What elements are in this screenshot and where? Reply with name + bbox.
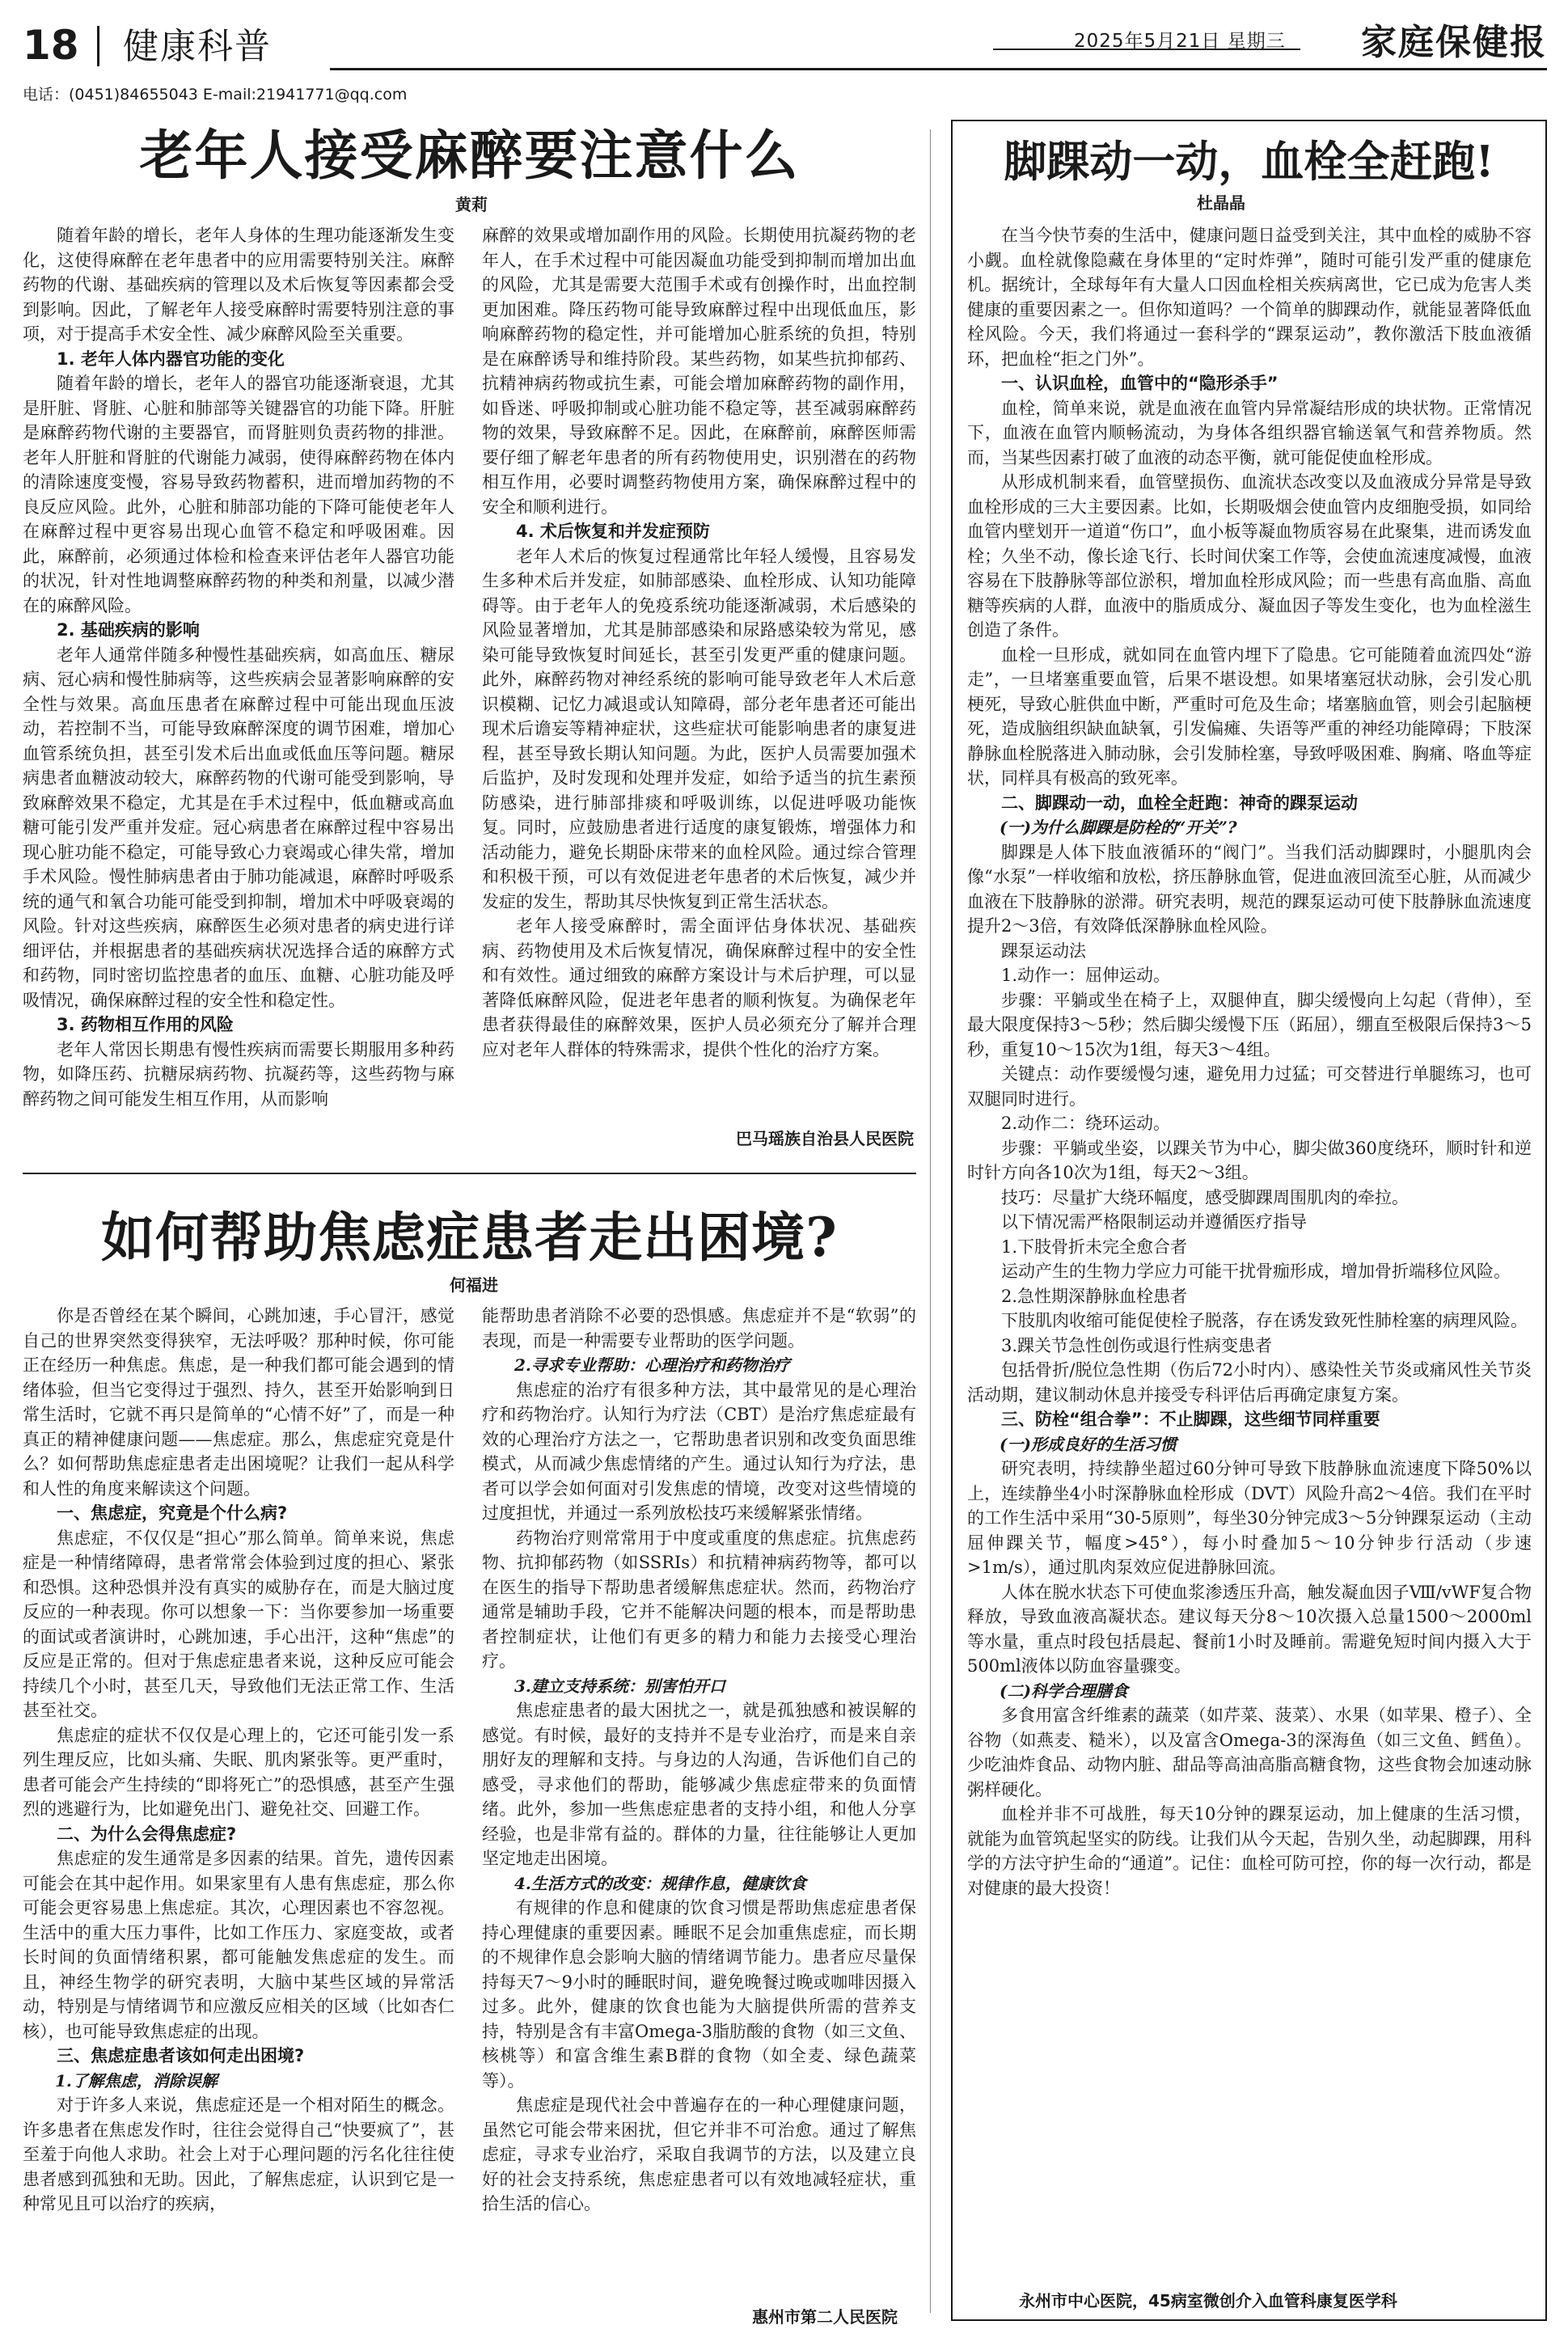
paragraph: 能帮助患者消除不必要的恐惧感。焦虑症并不是“软弱”的表现，而是一种需要专业帮助的医学问题。 [482,1306,916,1351]
article2-affiliation: 惠州市第二人民医院 [752,2307,898,2327]
subheading: 2. 基础疾病的影响 [57,620,200,640]
paragraph: 研究表明，持续静坐超过60分钟可导致下肢静脉血流速度下降50%以上，连续静坐4小时深静脉血栓形成（DVT）风险升高2～4倍。我们在平时的工作生活中采用“30-5原则”，每坐30分钟完成3～5分钟踝泵运动（主动屈伸踝关节，幅度>45°），每小时叠加5～10分钟步行活动（步速>1m/s），通过肌肉泵效应促进静脉回流。 [967,1459,1532,1577]
subheading: 2.寻求专业帮助：心理治疗和药物治疗 [514,1355,790,1375]
paragraph: 多食用富含纤维素的蔬菜（如芹菜、菠菜）、水果（如苹果、橙子）、全谷物（如燕麦、糙米），以及富含Omega-3的深海鱼（如三文鱼、鳕鱼）。少吃油炸食品、动物内脏、甜品等高油高脂高糖食物，这些食物会加速动脉粥样硬化。 [967,1706,1532,1799]
paragraph: 1.下肢骨折未完全愈合者 [1001,1237,1188,1257]
article3-affiliation: 永州市中心医院，45病室微创介入血管科康复医学科 [1019,2291,1397,2310]
paragraph: 步骤：平躺或坐在椅子上，双腿伸直，脚尖缓慢向上勾起（背伸），至最大限度保持3～5秒；然后脚尖缓慢下压（跖屈），绷直至极限后保持3～5秒，重复10～15次为1组，每天3～4组。 [967,990,1532,1059]
paragraph: 脚踝是人体下肢血液循环的“阀门”。当我们活动脚踝时，小腿肌肉会像“水泵”一样收缩和放松，挤压静脉血管，促进血液回流至心脏，从而减少血液在下肢静脉的淤滞。研究表明，规范的踝泵运动可使下肢静脉血流速度提升2～3倍，有效降低深静脉血栓风险。 [967,842,1532,936]
paragraph: 药物治疗则常常用于中度或重度的焦虑症。抗焦虑药物、抗抑郁药物（如SSRIs）和抗精神病药物等，都可以在医生的指导下帮助患者缓解焦虑症状。然而，药物治疗通常是辅助手段，它并不能解决问题的根本，而是帮助患者控制症状，让他们有更多的精力和能力去接受心理治疗。 [482,1528,916,1671]
paragraph: 血栓并非不可战胜，每天10分钟的踝泵运动，加上健康的生活习惯，就能为血管筑起坚实的防线。让我们从今天起，告别久坐，动起脚踝，用科学的方法守护生命的“通道”。记住：血栓可防可控，你的每一次行动，都是对健康的最大投资！ [967,1804,1532,1898]
subheading: 3. 药物相互作用的风险 [57,1015,234,1034]
contact-line: 电话：(0451)84655043 E-mail:21941771@qq.com [23,86,408,104]
paragraph: 以下情况需严格限制运动并遵循医疗指导 [1001,1212,1307,1232]
paragraph: 对于许多人来说，焦虑症还是一个相对陌生的概念。许多患者在焦虑发作时，往往会觉得自己“快要疯了”，甚至羞于向他人求助。社会上对于心理问题的污名化往往使患者感到孤独和无助。因此，了解焦虑症，认识到它是一种常见且可以治疗的疾病， [23,2095,454,2213]
subheading: (一)形成良好的生活习惯 [1000,1434,1177,1454]
subheading: 二、脚踝动一动，血栓全赶跑：神奇的踝泵运动 [1001,793,1358,813]
paragraph: 焦虑症，不仅仅是“担心”那么简单。简单来说，焦虑症是一种情绪障碍，患者常常会体验到过度的担心、紧张和恐惧。这种恐惧并没有真实的威胁存在，而是大脑过度反应的一种表现。你可以想象一下：当你要参加一场重要的面试或者演讲时，心跳加速，手心出汗，这种“焦虑”的反应是正常的。但对于焦虑症患者来说，这种反应可能会持续几个小时，甚至几天，导致他们无法正常工作、生活甚至社交。 [23,1528,454,1720]
paragraph: 焦虑症是现代社会中普遍存在的一种心理健康问题，虽然它可能会带来困扰，但它并非不可治愈。通过了解焦虑症，寻求专业治疗，采取自我调节的方法，以及建立良好的社会支持系统，焦虑症患者可以有效地减轻症状，重拾生活的信心。 [482,2095,916,2213]
article1-author: 黄莉 [455,195,488,214]
paragraph: 3.踝关节急性创伤或退行性病变患者 [1001,1335,1273,1355]
paragraph: 人体在脱水状态下可使血浆渗透压升高，触发凝血因子Ⅷ/vWF复合物释放，导致血液高凝状态。建议每天分8～10次摄入总量1500～2000ml等水量，重点时段包括晨起、餐前1小时及睡前。需避免短时间内摄入大于500ml液体以防血容量骤变。 [967,1582,1532,1676]
subheading: 三、焦虑症患者该如何走出困境? [57,2046,305,2065]
article1-title: 老年人接受麻醉要注意什么 [139,124,800,187]
paragraph: 老年人常因长期患有慢性疾病而需要长期服用多种药物，如降压药、抗糖尿病药物、抗凝药等，这些药物与麻醉药物之间可能发生相互作用，从而影响 [23,1039,454,1109]
subheading: 1.了解焦虑，消除误解 [55,2070,218,2090]
paragraph: 焦虑症的发生通常是多因素的结果。首先，遗传因素可能会在其中起作用。如果家里有人患有焦虑症，那么你可能会更容易患上焦虑症。其次，心理因素也不容忽视。生活中的重大压力事件，比如工作压力、家庭变故，或者长时间的负面情绪积累，都可能触发焦虑症的发生。而且，神经生物学的研究表明，大脑中某些区域的异常活动，特别是与情绪调节和应激反应相关的区域（比如杏仁核），也可能导致焦虑症的出现。 [23,1849,454,2041]
paragraph: 麻醉的效果或增加副作用的风险。长期使用抗凝药物的老年人，在手术过程中可能因凝血功能受到抑制而增加出血的风险，尤其是需要大范围手术或有创操作时，出血控制更加困难。降压药物可能导致麻醉过程中出现低血压，影响麻醉药物的稳定性，并可能增加心脏系统的负担，特别是在麻醉诱导和维持阶段。某些药物，如某些抗抑郁药、抗精神病药物或抗生素，可能会增加麻醉药物的副作用，如昏迷、呼吸抑制或心脏功能不稳定等，甚至减弱麻醉药物的效果，导致麻醉不足。因此，在麻醉前，麻醉医师需要仔细了解老年患者的所有药物使用史，识别潜在的药物相互作用，必要时调整药物使用方案，确保麻醉过程中的安全和顺利进行。 [482,226,916,517]
issue-date: 2025年5月21日 星期三 [1074,31,1286,52]
article2-column-1 [23,1304,454,2329]
article1-column-2 [482,223,916,1121]
paragraph: 老年人通常伴随多种慢性基础疾病，如高血压、糖尿病、冠心病和慢性肺病等，这些疾病会显著影响麻醉的安全性与效果。高血压患者在麻醉过程中可能出现血压波动，若控制不当，可能导致麻醉深度的调节困难，增加心血管系统负担，甚至引发术后出血或低血压等问题。糖尿病患者血糖波动较大，麻醉药物的代谢可能受到影响，导致麻醉效果不稳定，尤其是在手术过程中，低血糖或高血糖可能引发严重并发症。冠心病患者在麻醉过程中容易出现心脏功能不稳定，可能导致心力衰竭或心律失常，增加手术风险。慢性肺病患者由于肺功能减退，麻醉时呼吸系统的通气和氧合功能可能受到抑制，增加术中呼吸衰竭的风险。针对这些疾病，麻醉医生必须对患者的病史进行详细评估，并根据患者的基础疾病状况选择合适的麻醉方式和药物，同时密切监控患者的血压、血糖、心脏功能及呼吸情况，确保麻醉过程的安全性和稳定性。 [23,645,454,1010]
paragraph: 下肢肌肉收缩可能促使栓子脱落，存在诱发致死性肺栓塞的病理风险。 [1001,1311,1528,1330]
paragraph: 步骤：平躺或坐姿，以踝关节为中心，脚尖做360度绕环，顺时针和逆时针方向各10次为1组，每天2～3组。 [967,1138,1532,1182]
paragraph: 关键点：动作要缓慢匀速，避免用力过猛；可交替进行单腿练习，也可双腿同时进行。 [967,1064,1532,1109]
paragraph: 焦虑症患者的最大困扰之一，就是孤独感和被误解的感觉。有时候，最好的支持并不是专业治疗，而是来自亲朋好友的理解和支持。与身边的人沟通，告诉他们自己的感受，寻求他们的帮助，能够减少焦虑症带来的负面情绪。此外，参加一些焦虑症患者的支持小组，和他人分享经验，也是非常有益的。群体的力量，往往能够让人更加坚定地走出困境。 [482,1701,916,1868]
column-divider [930,129,931,2313]
subheading: 4.生活方式的改变：规律作息，健康饮食 [514,1873,806,1893]
header-rule [330,68,1547,70]
subheading: 3.建立支持系统：别害怕开口 [514,1676,725,1696]
paragraph: 在当今快节奏的生活中，健康问题日益受到关注，其中血栓的威胁不容小觑。血栓就像隐藏在身体里的“定时炸弹”，随时可能引发严重的健康危机。据统计，全球每年有大量人口因血栓相关疾病离世，它已成为危害人类健康的重要因素之一。但你知道吗？一个简单的脚踝动作，就能显著降低血栓风险。今天，我们将通过一套科学的“踝泵运动”，教你激活下肢血液循环，把血栓“拒之门外”。 [967,226,1532,369]
article2-author: 何福进 [450,1275,498,1295]
page-number: 18 [23,22,79,69]
article1-column-1 [23,223,454,1153]
page-header [23,21,1547,73]
paragraph: 随着年龄的增长，老年人身体的生理功能逐渐发生变化，这使得麻醉在老年患者中的应用需要特别关注。麻醉药物的代谢、基础疾病的管理以及术后恢复等因素都会受到影响。因此，了解老年人接受麻醉时需要特别注意的事项，对于提高手术安全性、减少麻醉风险至关重要。 [23,226,454,344]
paragraph: 有规律的作息和健康的饮食习惯是帮助焦虑症患者保持心理健康的重要因素。睡眠不足会加重焦虑症，而长期的不规律作息会影响大脑的情绪调节能力。患者应尽量保持每天7～9小时的睡眠时间，避免晚餐过晚或咖啡因摄入过多。此外，健康的饮食也能为大脑提供所需的营养支持，特别是含有丰富Omega-3脂肪酸的食物（如三文鱼、核桃等）和富含维生素B群的食物（如全麦、绿色蔬菜等）。 [482,1898,916,2090]
paragraph: 从形成机制来看，血管壁损伤、血流状态改变以及血液成分异常是导致血栓形成的三大主要因素。比如，长期吸烟会使血管内皮细胞受损，如同给血管内壁划开一道道“伤口”，血小板等凝血物质容易在此聚集，进而诱发血栓；久坐不动，像长途飞行、长时间伏案工作等，会使血流速度减慢，血液容易在下肢静脉等部位淤积，增加血栓形成风险；而一些患有高血脂、高血糖等疾病的人群，血液中的脂质成分、凝血因子等发生变化，也为血栓滋生创造了条件。 [967,472,1532,640]
article3-author: 杜晶晶 [1197,193,1245,213]
subheading: 4. 术后恢复和并发症预防 [516,522,710,541]
subheading: 三、防栓“组合拳”：不止脚踝，这些细节同样重要 [1001,1410,1380,1429]
subheading: 一、认识血栓，血管中的“隐形杀手” [1001,374,1278,393]
subheading: (二)科学合理膳食 [1000,1680,1128,1701]
paragraph: 2.动作二：绕环运动。 [1001,1114,1171,1133]
paragraph: 焦虑症的治疗有很多种方法，其中最常见的是心理治疗和药物治疗。认知行为疗法（CBT）是治疗焦虑症最有效的心理治疗方法之一，它帮助患者识别和改变负面思维模式，从而减少焦虑情绪的产生。通过认知行为疗法，患者可以学会如何面对引发焦虑的情境，改变对这些情境的过度担忧，并通过一系列放松技巧来缓解紧张情绪。 [482,1380,916,1523]
paragraph: 老年人接受麻醉时，需全面评估身体状况、基础疾病、药物使用及术后恢复情况，确保麻醉过程中的安全性和有效性。通过细致的麻醉方案设计与术后护理，可以显著降低麻醉风险，促进老年患者的顺利恢复。为确保老年患者获得最佳的麻醉效果，医护人员必须充分了解并合理应对老年人群体的特殊需求，提供个性化的治疗方案。 [482,916,916,1059]
paragraph: 随着年龄的增长，老年人的器官功能逐渐衰退，尤其是肝脏、肾脏、心脏和肺部等关键器官的功能下降。肝脏是麻醉药物代谢的主要器官，而肾脏则负责药物的排泄。老年人肝脏和肾脏的代谢能力减弱，使得麻醉药物在体内的清除速度变慢，容易导致药物蓄积，进而增加药物的不良反应风险。此外，心脏和肺部功能的下降可能使老年人在麻醉过程中更容易出现心血管不稳定和呼吸困难。因此，麻醉前，必须通过体检和检查来评估老年人器官功能的状况，针对性地调整麻醉药物的种类和剂量，以减少潜在的麻醉风险。 [23,374,454,615]
section-name: 健康科普 [123,26,272,67]
paragraph: 焦虑症的症状不仅仅是心理上的，它还可能引发一系列生理反应，比如头痛、失眠、肌肉紧张等。更严重时，患者可能会产生持续的“即将死亡”的恐惧感，甚至产生强烈的逃避行为，比如避免出门、避免社交、回避工作。 [23,1725,454,1819]
paragraph: 包括骨折/脱位急性期（伤后72小时内）、感染性关节炎或痛风性关节炎活动期，建议制动休息并接受专科评估后再确定康复方案。 [967,1360,1532,1405]
paragraph: 运动产生的生物力学应力可能干扰骨痂形成，增加骨折端移位风险。 [1001,1262,1511,1281]
paragraph: 2.急性期深静脉血栓患者 [1001,1286,1188,1306]
article3-body [967,223,1532,2289]
article2-title: 如何帮助焦虑症患者走出困境? [101,1206,838,1269]
article3-title: 脚踝动一动，血栓全赶跑! [1004,137,1494,187]
header-divider [97,26,99,66]
article1-affiliation: 巴马瑶族自治县人民医院 [736,1129,914,1148]
paragraph: 你是否曾经在某个瞬间，心跳加速，手心冒汗，感觉自己的世界突然变得狭窄，无法呼吸？那种时候，你可能正在经历一种焦虑。焦虑，是一种我们都可能会遇到的情绪体验，但当它变得过于强烈、持久，甚至开始影响到日常生活时，它就不再只是简单的“心情不好”了，而是一种真正的精神健康问题——焦虑症。那么，焦虑症究竟是什么？如何帮助焦虑症患者走出困境呢？让我们一起从科学和人性的角度来解读这个问题。 [23,1306,454,1499]
subheading: (一)为什么脚踝是防栓的“开关”? [1000,818,1237,837]
newspaper-name: 家庭保健报 [1361,22,1547,63]
subheading: 二、为什么会得焦虑症? [57,1824,237,1844]
paragraph: 踝泵运动法 [1001,941,1086,961]
paragraph: 技巧：尽量扩大绕环幅度，感受脚踝周围肌肉的牵拉。 [1001,1187,1409,1207]
article-separator [23,1173,916,1174]
paragraph: 1.动作一：屈伸运动。 [1001,966,1171,985]
paragraph: 血栓一旦形成，就如同在血管内埋下了隐患。它可能随着血流四处“游走”，一旦堵塞重要血管，后果不堪设想。如果堵塞冠状动脉，会引发心肌梗死，导致心脏供血中断，严重时可危及生命；堵塞脑血管，则会引起脑梗死，造成脑组织缺血缺氧，引发偏瘫、失语等严重的神经功能障碍；下肢深静脉血栓脱落进入肺动脉，会引发肺栓塞，导致呼吸困难、胸痛、咯血等症状，同样具有极高的致死率。 [967,645,1532,788]
paragraph: 老年人术后的恢复过程通常比年轻人缓慢，且容易发生多种术后并发症，如肺部感染、血栓形成、认知功能障碍等。由于老年人的免疫系统功能逐渐减弱，术后感染的风险显著增加，尤其是肺部感染和尿路感染较为常见，感染可能导致恢复时间延长，甚至引发更严重的健康问题。此外，麻醉药物对神经系统的影响可能导致老年人术后意识模糊、记忆力减退或认知障碍，部分老年患者还可能出现术后谵妄等精神症状，这些症状可能影响患者的康复进程，甚至导致长期认知问题。为此，医护人员需要加强术后监护，及时发现和处理并发症，如给予适当的抗生素预防感染，进行肺部排痰和呼吸训练，以促进呼吸功能恢复。同时，应鼓励患者进行适度的康复锻炼，增强体力和活动能力，避免长期卧床带来的血栓风险。通过综合管理和积极干预，可以有效促进老年患者的术后恢复，减少并发症的发生，帮助其尽快恢复到正常生活状态。 [482,546,916,911]
paragraph: 血栓，简单来说，就是血液在血管内异常凝结形成的块状物。正常情况下，血液在血管内顺畅流动，为身体各组织器官输送氧气和营养物质。然而，当某些因素打破了血液的动态平衡，就可能促使血栓形成。 [967,398,1532,467]
article2-column-2 [482,1304,916,2298]
subheading: 1. 老年人体内器官功能的变化 [57,349,285,369]
subheading: 一、焦虑症，究竟是个什么病? [57,1503,288,1523]
